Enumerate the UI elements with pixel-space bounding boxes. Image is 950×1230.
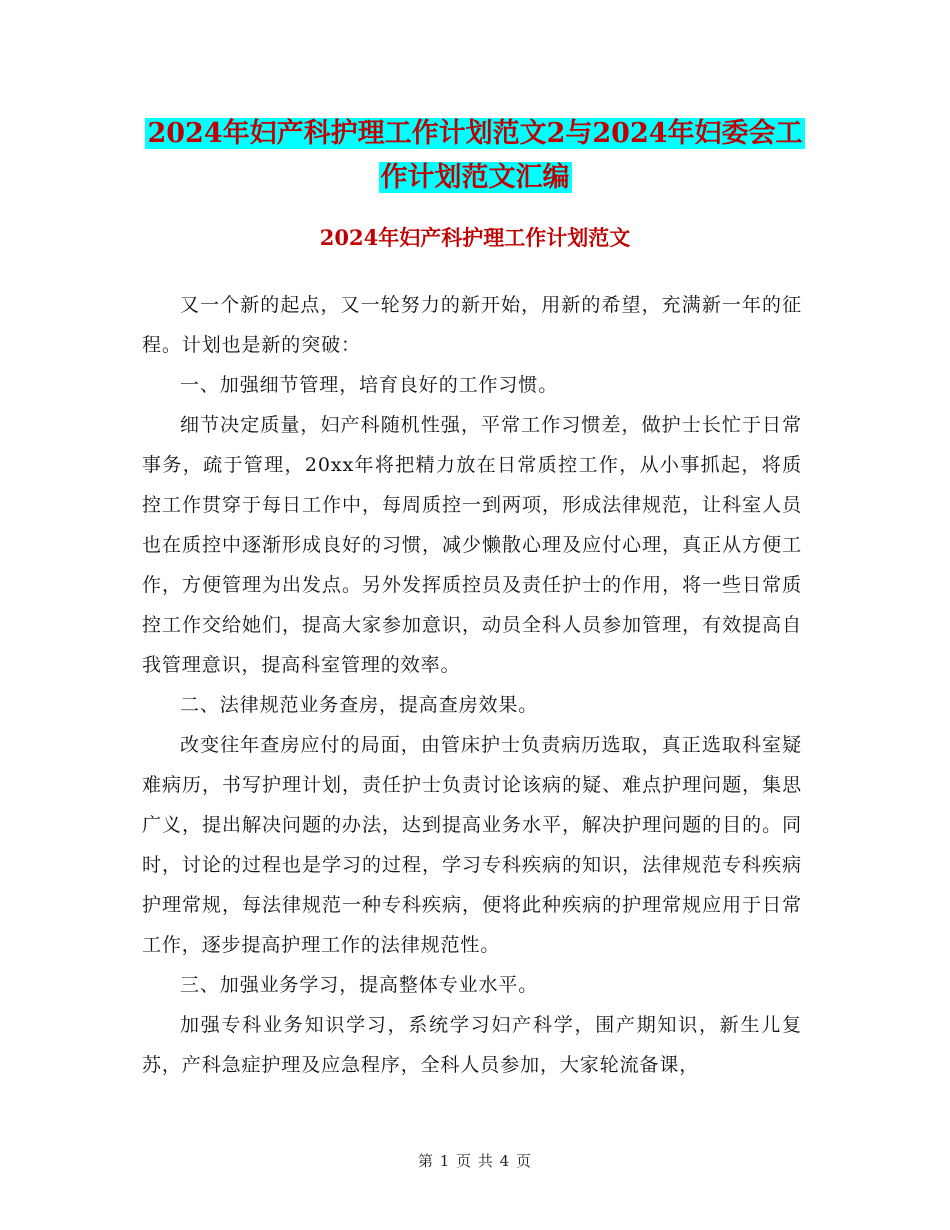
document-title-line-2	[0, 156, 950, 200]
heading-1: 一、加强细节管理，培育良好的工作习惯。	[180, 374, 559, 396]
title-highlight-2: 作计划范文汇编	[380, 162, 570, 193]
title-highlight-1: 2024年妇产科护理工作计划范文2与2024年妇委会工	[147, 118, 803, 149]
paragraph-2: 改变往年查房应付的局面，由管床护士负责病历选取，真正选取科室疑难病历，书写护理计划，责任护士负责讨论该病的疑、难点护理问题，集思广义，提出解决问题的办法，达到提高业务水平，解决护理问题的目的。同时，讨论的过程也是学习的过程，学习专科疾病的知识，法律规范专科疾病护理常规，每法律规范一种专科疾病，便将此种疾病的护理常规应用于日常工作，逐步提高护理工作的法律规范性。	[142, 734, 802, 956]
document-body	[142, 285, 802, 1085]
section-title: 2024年妇产科护理工作计划范文	[319, 225, 631, 250]
paragraph-1: 细节决定质量，妇产科随机性强，平常工作习惯差，做护士长忙于日常事务，疏于管理，20xx年将把精力放在日常质控工作，从小事抓起，将质控工作贯穿于每日工作中，每周质控一到两项，形成法律规范，让科室人员也在质控中逐渐形成良好的习惯，减少懒散心理及应付心理，真正从方便工作，方便管理为出发点。另外发挥质控员及责任护士的作用，将一些日常质控工作交给她们，提高大家参加意识，动员全科人员参加管理，有效提高自我管理意识，提高科室管理的效率。	[142, 414, 802, 676]
heading-3: 三、加强业务学习，提高整体专业水平。	[180, 974, 539, 996]
heading-2: 二、法律规范业务查房，提高查房效果。	[180, 694, 539, 716]
document-title-line-1	[0, 112, 950, 156]
paragraph-3: 加强专科业务知识学习，系统学习妇产科学，围产期知识，新生儿复苏，产科急症护理及应急程序，全科人员参加，大家轮流备课，	[142, 1014, 802, 1076]
page-footer: 第 1 页 共 4 页	[418, 1152, 532, 1170]
paragraph-intro: 又一个新的起点，又一轮努力的新开始，用新的希望，充满新一年的征程。计划也是新的突破：	[142, 294, 802, 356]
